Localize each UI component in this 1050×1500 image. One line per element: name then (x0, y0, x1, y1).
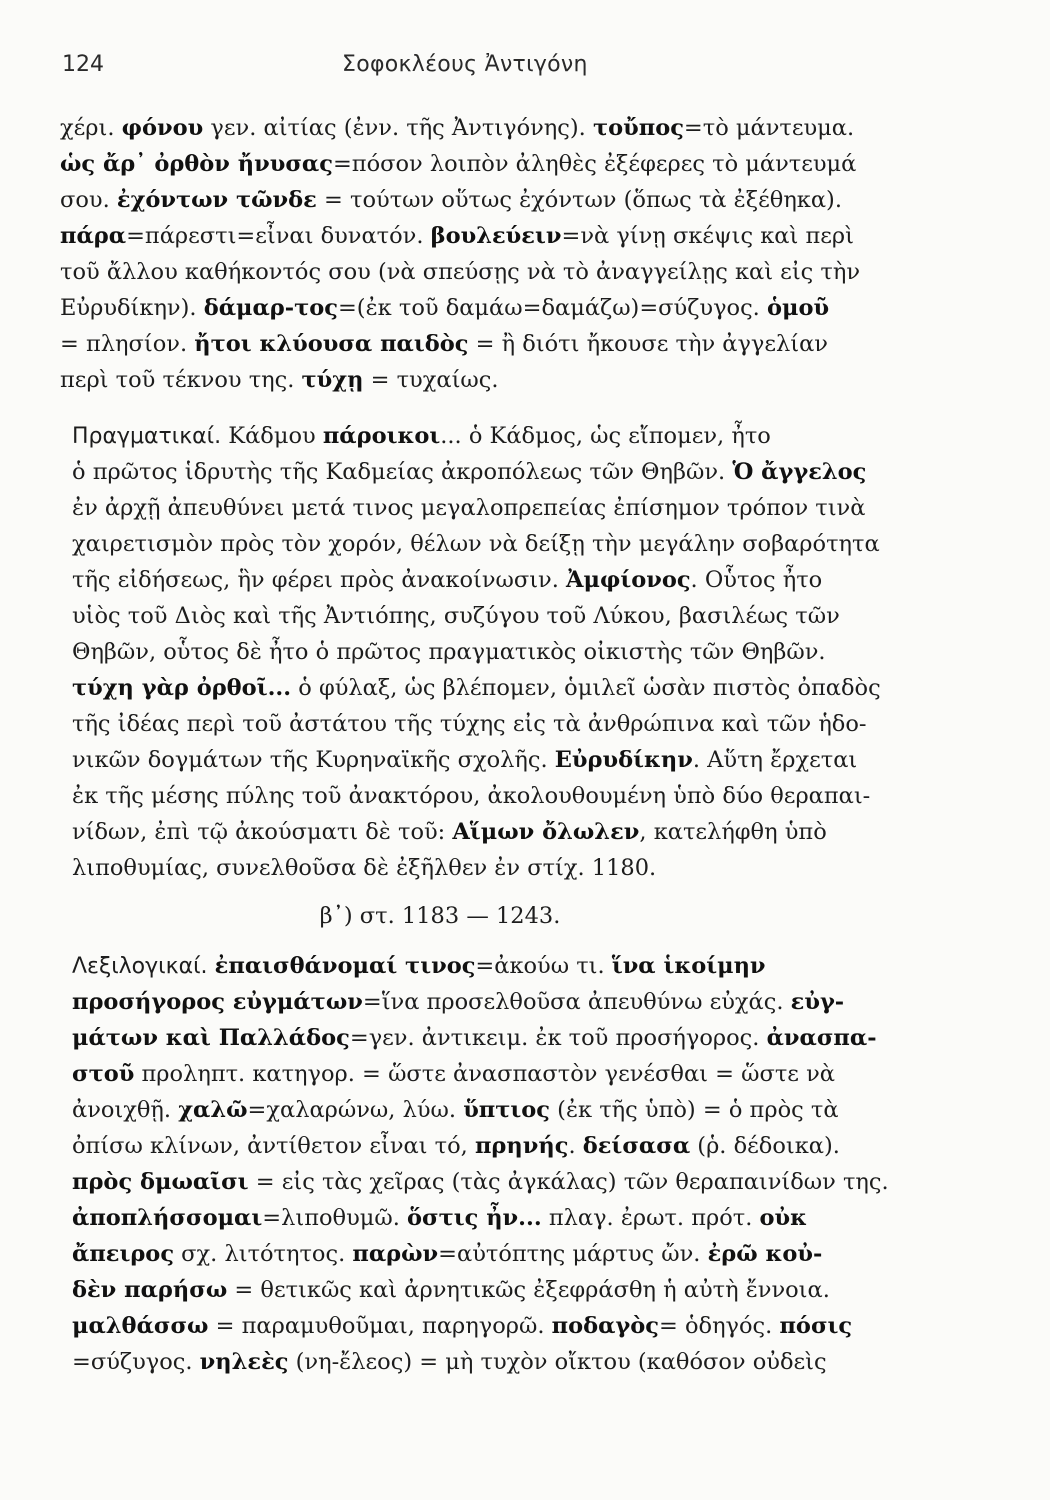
text-run: (ῥ. δέδοικα). (690, 1133, 840, 1159)
bold-term: ἄπειρος (72, 1241, 175, 1267)
text-line (72, 1344, 960, 1380)
bold-term: τοὔπος (592, 115, 684, 141)
bold-term: παρὼν (352, 1241, 439, 1267)
page-header (62, 52, 962, 92)
text-run: =ἵνα προσελθοῦσα ἀπευθύνω εὐχάς. (362, 989, 791, 1015)
bold-term: Ἀμφίονος (566, 567, 691, 593)
bold-term: ἵνα ἱκοίμην (611, 953, 766, 979)
bold-term: ἤτοι κλύουσα παιδὸς (194, 331, 469, 357)
bold-term: Ὁ ἄγγελος (732, 459, 867, 485)
bold-term: ὁμοῦ (767, 295, 830, 321)
text-run: . (568, 1133, 583, 1159)
text-line (72, 948, 960, 984)
text-line (72, 814, 960, 850)
text-run: =γεν. ἀντικειμ. ἐκ τοῦ προσήγορος. (349, 1025, 767, 1051)
text-line (72, 1308, 960, 1344)
text-line (72, 526, 960, 562)
paragraph-lexilogikai (60, 948, 960, 1380)
text-line (72, 778, 960, 814)
text-run: =πάρεστι=εἶναι δυνατόν. (126, 223, 431, 249)
text-line (60, 326, 960, 362)
text-line (72, 984, 960, 1020)
bold-term: ἐχόντων τῶνδε (116, 187, 317, 213)
paragraph-gap (60, 398, 960, 418)
text-run: = ἢ διότι ἤκουσε τὴν ἀγγελίαν (468, 331, 828, 357)
bold-term: ὅστις ἦν... (407, 1205, 542, 1231)
bold-term: ἀνασπα- (766, 1025, 877, 1051)
text-run: ἐν ἀρχῇ ἀπευθύνει μετά τινος μεγαλοπρεπείας ἐπίσημον τρόπον τινὰ (72, 495, 866, 521)
bold-term: πόσις (779, 1313, 853, 1339)
bold-term: ποδαγὸς (551, 1313, 659, 1339)
text-line (72, 1128, 960, 1164)
text-line (72, 850, 960, 886)
bold-term: πρηνής (474, 1133, 569, 1159)
bold-term: τύχῃ (301, 367, 364, 393)
text-line (72, 1020, 960, 1056)
text-run: =(ἐκ τοῦ δαμάω=δαμάζω)=σύζυγος. (337, 295, 767, 321)
text-line (60, 146, 960, 182)
bold-term: ὕπτιος (463, 1097, 551, 1123)
text-run: τῆς ἰδέας περὶ τοῦ ἀστάτου τῆς τύχης εἰς τὰ ἀνθρώπινα καὶ τῶν ἡδο- (72, 711, 867, 737)
text-line (72, 418, 960, 454)
text-run: Θηβῶν, οὗτος δὲ ἦτο ὁ πρῶτος πραγματικὸς οἰκιστὴς τῶν Θηβῶν. (72, 639, 826, 665)
text-run: =χαλαρώνω, λύω. (247, 1097, 464, 1123)
text-line (60, 182, 960, 218)
text-run: γεν. αἰτίας (ἐνν. τῆς Ἀντιγόνης). (203, 115, 593, 141)
text-line (72, 1056, 960, 1092)
text-line (60, 218, 960, 254)
text-line (72, 562, 960, 598)
bold-term: τύχη γὰρ ὀρθοῖ... (72, 675, 292, 701)
text-line (72, 1092, 960, 1128)
bold-term: πρὸς δμωαῖσι (72, 1169, 249, 1195)
text-run: = εἰς τὰς χεῖρας (τὰς ἀγκάλας) τῶν θεραπαινίδων της. (248, 1169, 889, 1195)
text-line (72, 598, 960, 634)
bold-term: δείσασα (582, 1133, 691, 1159)
paragraph-pragmatikai (60, 418, 960, 886)
text-run: =νὰ γίνῃ σκέψις καὶ περὶ (561, 223, 854, 249)
text-line (72, 490, 960, 526)
bold-term: στοῦ (72, 1061, 135, 1087)
section-lead: Λεξιλογικαί. (72, 954, 208, 979)
text-run: ἀνοιχθῇ. (72, 1097, 179, 1123)
text-run: χέρι. (60, 115, 122, 141)
text-run: =τὸ μάντευμα. (683, 115, 855, 141)
bold-term: πάρα (60, 223, 127, 249)
bold-term: ὡς ἄρ᾽ ὀρθὸν ἤνυσας (60, 151, 333, 177)
text-run: προληπτ. κατηγορ. = ὥστε ἀνασπαστὸν γενέσθαι = ὥστε νὰ (134, 1061, 835, 1087)
text-run: =ἀκούω τι. (475, 953, 612, 979)
bold-term: Αἵμων ὄλωλεν (452, 819, 640, 845)
text-line (72, 742, 960, 778)
bold-term: πάροικοι (322, 423, 441, 449)
text-run: περὶ τοῦ τέκνου της. (60, 367, 302, 393)
section-heading: β᾽) στ. 1183 — 1243. (319, 903, 561, 929)
text-run: Κάδμου (221, 423, 323, 449)
text-run: . Αὕτη ἔρχεται (692, 747, 858, 773)
text-line (60, 254, 960, 290)
text-run: , κατελήφθη ὑπὸ (639, 819, 827, 845)
text-run: = παραμυθοῦμαι, παρηγορῶ. (208, 1313, 552, 1339)
bold-term: εὐγ- (790, 989, 845, 1015)
bold-term: οὐκ (759, 1205, 808, 1231)
paragraph-commentary (60, 110, 960, 398)
text-run: = θετικῶς καὶ ἀρνητικῶς ἐξεφράσθη ἡ αὐτὴ ἔννοια. (227, 1277, 830, 1303)
text-run: ὀπίσω κλίνων, ἀντίθετον εἶναι τό, (72, 1133, 475, 1159)
text-run: = τούτων οὕτως ἐχόντων (ὅπως τὰ ἐξέθηκα). (316, 187, 842, 213)
bold-term: νηλεὲς (199, 1349, 289, 1375)
text-line (72, 1272, 960, 1308)
text-run: =αὐτόπτης μάρτυς ὤν. (438, 1241, 708, 1267)
text-run: = τυχαίως. (363, 367, 499, 393)
text-run: = ὁδηγός. (658, 1313, 780, 1339)
text-line (60, 110, 960, 146)
text-run: πλαγ. ἐρωτ. πρότ. (541, 1205, 760, 1231)
bold-term: ἀποπλήσσομαι (72, 1205, 263, 1231)
bold-term: Εὐρυδίκην (554, 747, 693, 773)
page-number: 124 (62, 52, 104, 77)
text-line (72, 454, 960, 490)
text-run: =πόσον λοιπὸν ἀληθὲς ἐξέφερες τὸ μάντευμά (332, 151, 857, 177)
text-run: λιποθυμίας, συνελθοῦσα δὲ ἐξῆλθεν ἐν στίχ. 1180. (72, 855, 657, 881)
bold-term: χαλῶ (178, 1097, 248, 1123)
bold-term: μάτων καὶ Παλλάδος (72, 1025, 350, 1051)
text-run (208, 953, 215, 979)
text-line (72, 706, 960, 742)
text-line (72, 1164, 960, 1200)
text-run: ὁ φύλαξ, ὡς βλέπομεν, ὁμιλεῖ ὡσὰν πιστὸς ὀπαδὸς (291, 675, 881, 701)
text-run: νικῶν δογμάτων τῆς Κυρηναϊκῆς σχολῆς. (72, 747, 555, 773)
text-run: =σύζυγος. (72, 1349, 200, 1375)
bold-term: ἐρῶ κοὐ- (707, 1241, 823, 1267)
text-run: ... ὁ Κάδμος, ὡς εἴπομεν, ἦτο (440, 423, 771, 449)
text-run: (νη-ἔλεος) = μὴ τυχὸν οἴκτου (καθόσον οὐδεὶς (288, 1349, 827, 1375)
text-line (72, 1200, 960, 1236)
bold-term: δὲν παρήσω (72, 1277, 228, 1303)
text-line (60, 290, 960, 326)
text-line (60, 362, 960, 398)
text-run: σου. (60, 187, 117, 213)
text-run: =λιποθυμῶ. (262, 1205, 408, 1231)
text-run: Εὐρυδίκην). (60, 295, 204, 321)
text-run: νίδων, ἐπὶ τῷ ἀκούσματι δὲ τοῦ: (72, 819, 453, 845)
bold-term: ἐπαισθάνομαί τινος (214, 953, 476, 979)
bold-term: μαλθάσσω (72, 1313, 209, 1339)
section-lead: Πραγματικαί. (72, 424, 222, 449)
bold-term: προσήγορος εὐγμάτων (72, 989, 363, 1015)
text-run: ἐκ τῆς μέσης πύλης τοῦ ἀνακτόρου, ἀκολουθουμένη ὑπὸ δύο θεραπαι- (72, 783, 871, 809)
text-run: . Οὗτος ἦτο (690, 567, 823, 593)
running-title: Σοφοκλέους Ἀντιγόνη (342, 52, 588, 77)
text-run: = πλησίον. (60, 331, 195, 357)
text-run: τοῦ ἄλλου καθήκοντός σου (νὰ σπεύσῃς νὰ τὸ ἀναγγείλῃς καὶ εἰς τὴν (60, 259, 861, 285)
text-run: τῆς εἰδήσεως, ἣν φέρει πρὸς ἀνακοίνωσιν. (72, 567, 567, 593)
bold-term: βουλεύειν (430, 223, 562, 249)
page-body (60, 110, 960, 1380)
text-line (72, 670, 960, 706)
text-run: (ἐκ τῆς ὑπὸ) = ὁ πρὸς τὰ (550, 1097, 839, 1123)
bold-term: δάμαρ-τος (203, 295, 338, 321)
text-line (72, 1236, 960, 1272)
text-run: υἱὸς τοῦ Διὸς καὶ τῆς Ἀντιόπης, συζύγου τοῦ Λύκου, βασιλέως τῶν (72, 603, 840, 629)
text-run: ὁ πρῶτος ἱδρυτὴς τῆς Καδμείας ἀκροπόλεως τῶν Θηβῶν. (72, 459, 733, 485)
text-run: σχ. λιτότητος. (174, 1241, 353, 1267)
bold-term: φόνου (121, 115, 204, 141)
text-line (72, 634, 960, 670)
text-run: χαιρετισμὸν πρὸς τὸν χορόν, θέλων νὰ δείξῃ τὴν μεγάλην σοβαρότητα (72, 531, 880, 557)
